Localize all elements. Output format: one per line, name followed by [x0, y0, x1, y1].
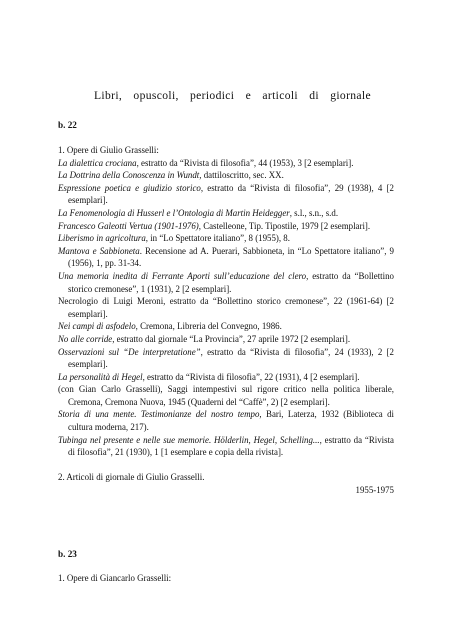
- section-b22-body: [58, 144, 394, 497]
- bibliography-entry: La Dottrina della Conoscenza in Wundt, dattiloscritto, sec. XX.: [58, 170, 284, 181]
- bibliography-entry: Liberismo in agricoltura, in “Lo Spettatore italiano”, 8 (1955), 8.: [58, 233, 290, 244]
- subheading-opere: 1. Opere di Giulio Grasselli:: [58, 145, 159, 155]
- bibliography-entry: Osservazioni sul “De interpretatione”, estratto da “Rivista di filosofia”, 24 (1933), 2 [2 esemplari].: [58, 346, 394, 370]
- bibliography-entry: Necrologio di Luigi Meroni, estratto da “Bollettino storico cremonese”, 22 (1961-64) [2 esemplari].: [58, 296, 394, 319]
- box-label-b22: b. 22: [58, 120, 77, 130]
- bibliography-entry: Espressione poetica e giudizio storico, estratto da “Rivista di filosofia”, 29 (1938), 4 [2 esemplari].: [58, 182, 394, 206]
- bibliography-entry: Francesco Galeotti Vertua (1901-1976), Castelleone, Tip. Tipostile, 1979 [2 esemplari].: [58, 220, 371, 231]
- subheading-opere-giancarlo: 1. Opere di Giancarlo Grasselli:: [58, 573, 172, 583]
- spacer: [58, 459, 394, 472]
- bibliography-entry: Storia di una mente. Testimonianze del nostro tempo, Bari, Laterza, 1932 (Biblioteca di cultura moderna, 217).: [58, 409, 394, 433]
- bibliography-entry: No alle corride, estratto dal giornale “La Provincia”, 27 aprile 1972 [2 esemplari].: [58, 333, 351, 344]
- bibliography-entry: Una memoria inedita di Ferrante Aporti sull’educazione del clero, estratto da “Bollettino storico cremonese”, 1 (1931), 2 [2 esemplari].: [58, 270, 394, 294]
- section-b23-body: [58, 572, 394, 585]
- bibliography-entry: Nei campi di asfodelo, Cremona, Libreria del Convegno, 1986.: [58, 321, 282, 332]
- page-heading: Libri, opuscoli, periodici e articoli di giornale: [94, 89, 371, 102]
- bibliography-entry: Tubinga nel presente e nelle sue memorie. Hölderlin, Hegel, Schelling..., estratto da “Rivista di filosofia”, 21 (1930), 1 [1 esemplare e copia della rivista].: [58, 434, 394, 458]
- bibliography-entry: La Fenomenologia di Husserl e l’Ontologia di Martin Heidegger, s.l., s.n., s.d.: [58, 207, 339, 218]
- box-label-b23: b. 23: [58, 549, 77, 559]
- date-range: 1955-1975: [355, 485, 394, 496]
- subheading-articoli: 2. Articoli di giornale di Giulio Grasselli.: [58, 472, 205, 483]
- bibliography-entry: Mantova e Sabbioneta. Recensione ad A. Puerari, Sabbioneta, in “Lo Spettatore italiano”, 9 (1956), 1, pp. 31-34.: [58, 245, 394, 269]
- bibliography-entry: La dialettica crociana, estratto da “Rivista di filosofia”, 44 (1953), 3 [2 esemplari].: [58, 157, 354, 168]
- bibliography-entry: (con Gian Carlo Grasselli), Saggi intempestivi sul rigore critico nella politica liberale, Cremona, Cremona Nuova, 1945 (Quaderni del “Caffè”, 2) [2 esemplari].: [58, 384, 394, 407]
- bibliography-entry: La personalità di Hegel, estratto da “Rivista di filosofia”, 22 (1931), 4 [2 esemplari].: [58, 371, 360, 382]
